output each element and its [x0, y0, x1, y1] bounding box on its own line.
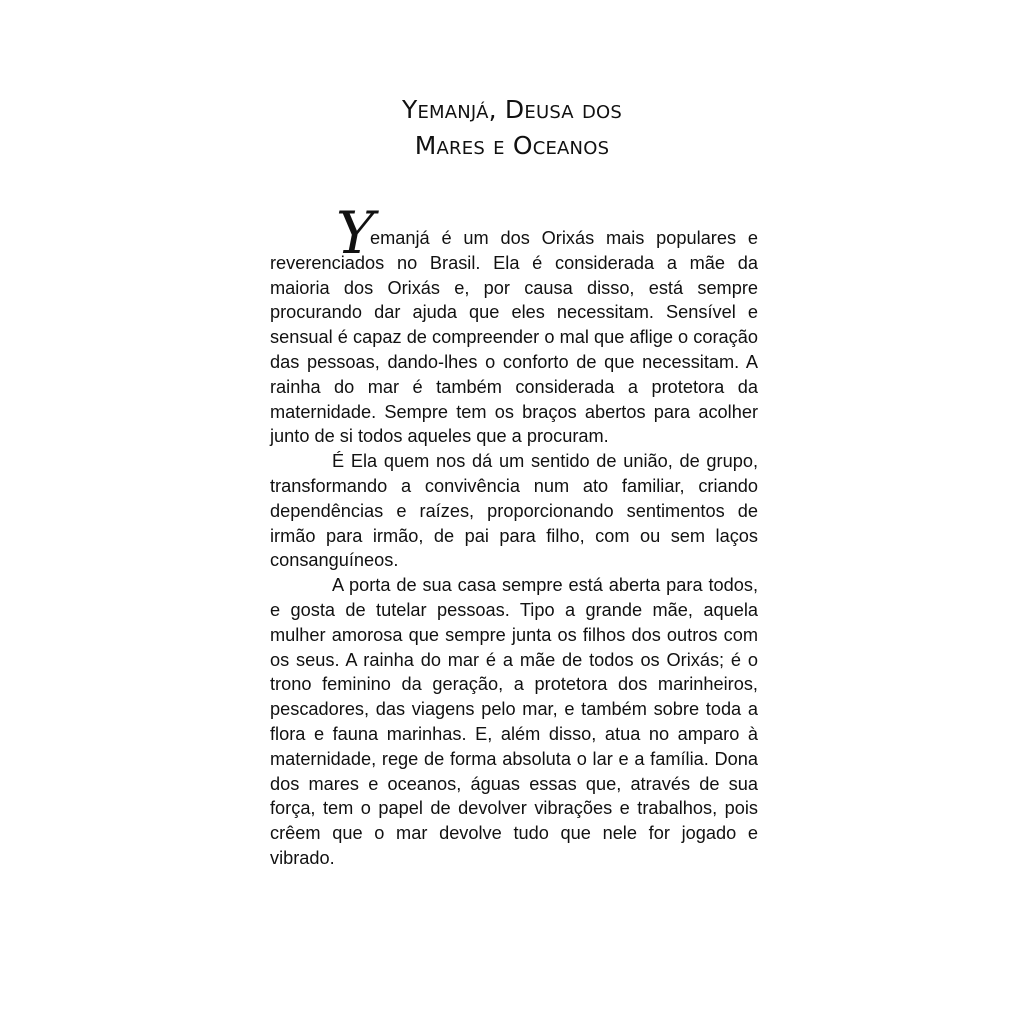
- title-line-1: Yemanjá, Deusa dos: [401, 95, 623, 124]
- paragraph-1-text: emanjá é um dos Orixás mais populares e reverenciados no Brasil. Ela é considerada a mãe da maioria dos Orixás e, por causa disso, está sempre procurando dar ajuda que eles necessitam. Sensível e sensual é capaz de compreender o mal que aflige o coração das pessoas, dando-lhes o conforto de que necessitam. A rainha do mar é também considerada a protetora da maternidade. Sempre tem os braços abertos para acolher junto de si todos aqueles que a procuram.: [270, 228, 758, 447]
- title-line-2: Mares e Oceanos: [414, 131, 610, 160]
- paragraph-1: [270, 199, 758, 449]
- body-text: [270, 199, 758, 871]
- paragraph-2: É Ela quem nos dá um sentido de união, de grupo, transformando a convivência num ato familiar, criando dependências e raízes, proporcionando sentimentos de irmão para irmão, de pai para filho, com ou sem laços consanguíneos.: [270, 451, 758, 571]
- paragraph-3: A porta de sua casa sempre está aberta para todos, e gosta de tutelar pessoas. Tipo a grande mãe, aquela mulher amorosa que sempre junta os filhos dos outros com os seus. A rainha do mar é a mãe de todos os Orixás; é o trono feminino da geração, a protetora dos marinheiros, pescadores, das viagens pelo mar, e também sobre toda a flora e fauna marinhas. E, além disso, atua no amparo à maternidade, rege de forma absoluta o lar e a família. Dona dos mares e oceanos, águas essas que, através de sua força, tem o papel de devolver vibrações e trabalhos, pois crêem que o mar devolve tudo que nele for jogado e vibrado.: [270, 575, 758, 868]
- drop-cap: Y: [336, 199, 375, 267]
- page-title: [0, 92, 1024, 164]
